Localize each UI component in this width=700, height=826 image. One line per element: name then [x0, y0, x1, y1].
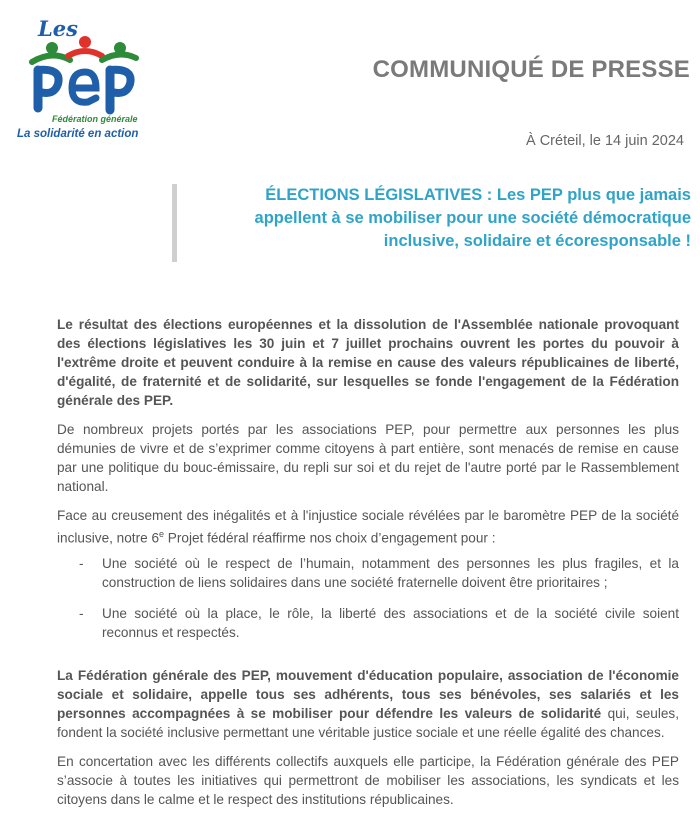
- dateline: À Créteil, le 14 juin 2024: [526, 133, 684, 149]
- document-title: COMMUNIQUÉ DE PRESSE: [372, 56, 690, 83]
- list-item-text: Une société où la place, le rôle, la liberté des associations et de la société civile soient reconnus et respectés.: [102, 605, 679, 640]
- headline-line-2: appellent à se mobiliser pour une société démocratique: [254, 209, 691, 227]
- paragraph-call-to-action: [57, 666, 679, 742]
- paragraph-concertation: En concertation avec les différents collectifs auxquels elle participe, la Fédération générale des PEP s’associe à toutes les initiatives qui permettront de mobiliser les associations, les syndicats et les citoyens dans le calme et le respect des institutions républicaines.: [57, 753, 679, 807]
- list-item: [57, 554, 679, 592]
- paragraph-engagement: [57, 506, 679, 548]
- headline-block: [172, 184, 691, 262]
- paragraph-engagement-text-1: Face au creusement des inégalités et à l'injustice sociale révélées par le baromètre PEP de la société inclusive, notre 6: [57, 508, 679, 546]
- call-to-action-rest: qui, seules, fondent la société inclusive permettant une véritable justice sociale et une réelle égalité des chances.: [57, 705, 679, 740]
- press-release-body: [57, 315, 679, 809]
- paragraph-intro: Le résultat des élections européennes et la dissolution de l'Assemblée nationale provoquant des élections législatives les 30 juin et 7 juillet prochains ouvrent les portes du pouvoir à l'extrême droite et peuvent conduire à la remise en cause des valeurs républicaines de liberté, d'égalité, de fraternité et de solidarité, sur lesquelles se fonde l'engagement de la Fédération générale des PEP.: [57, 317, 679, 408]
- logo-tagline: La solidarité en action: [17, 128, 139, 140]
- pep-logo: [12, 10, 142, 145]
- bullet-dash: -: [79, 555, 84, 571]
- list-item-text: Une société où le respect de l’humain, notamment des personnes les plus fragiles, et la construction de liens solidaires dans une société fraternelle doivent être prioritaires ;: [102, 555, 679, 590]
- headline-line-1: ÉLECTIONS LÉGISLATIVES : Les PEP plus que jamais: [265, 186, 691, 204]
- paragraph-projects: De nombreux projets portés par les associations PEP, pour permettre aux personnes les plus démunies de vivre et de s’exprimer comme citoyens à part entière, sont menacés de remise en cause par une politique du bouc-émissaire, du repli sur soi et du rejet de l'autre porté par le Rassemblement national.: [57, 422, 679, 494]
- headline-line-3: inclusive, solidaire et écoresponsable !: [383, 232, 691, 250]
- paragraph-engagement-text-2: Projet fédéral réaffirme nos choix d’engagement pour :: [164, 530, 496, 546]
- ordinal-superscript: e: [159, 529, 165, 539]
- bullet-dash: -: [79, 605, 84, 621]
- logo-federation: Fédération générale: [52, 114, 138, 124]
- list-item: [57, 604, 679, 642]
- logo-les: Les: [38, 16, 78, 41]
- engagement-list: [57, 554, 679, 642]
- call-to-action-bold: La Fédération générale des PEP, mouvement d'éducation populaire, association de l'économie sociale et solidaire, appelle tous ses adhérents, tous ses bénévoles, ses salariés et les personnes accompagnées à se mobiliser pour défendre les valeurs de solidarité: [57, 667, 679, 721]
- headline-text: [255, 184, 691, 253]
